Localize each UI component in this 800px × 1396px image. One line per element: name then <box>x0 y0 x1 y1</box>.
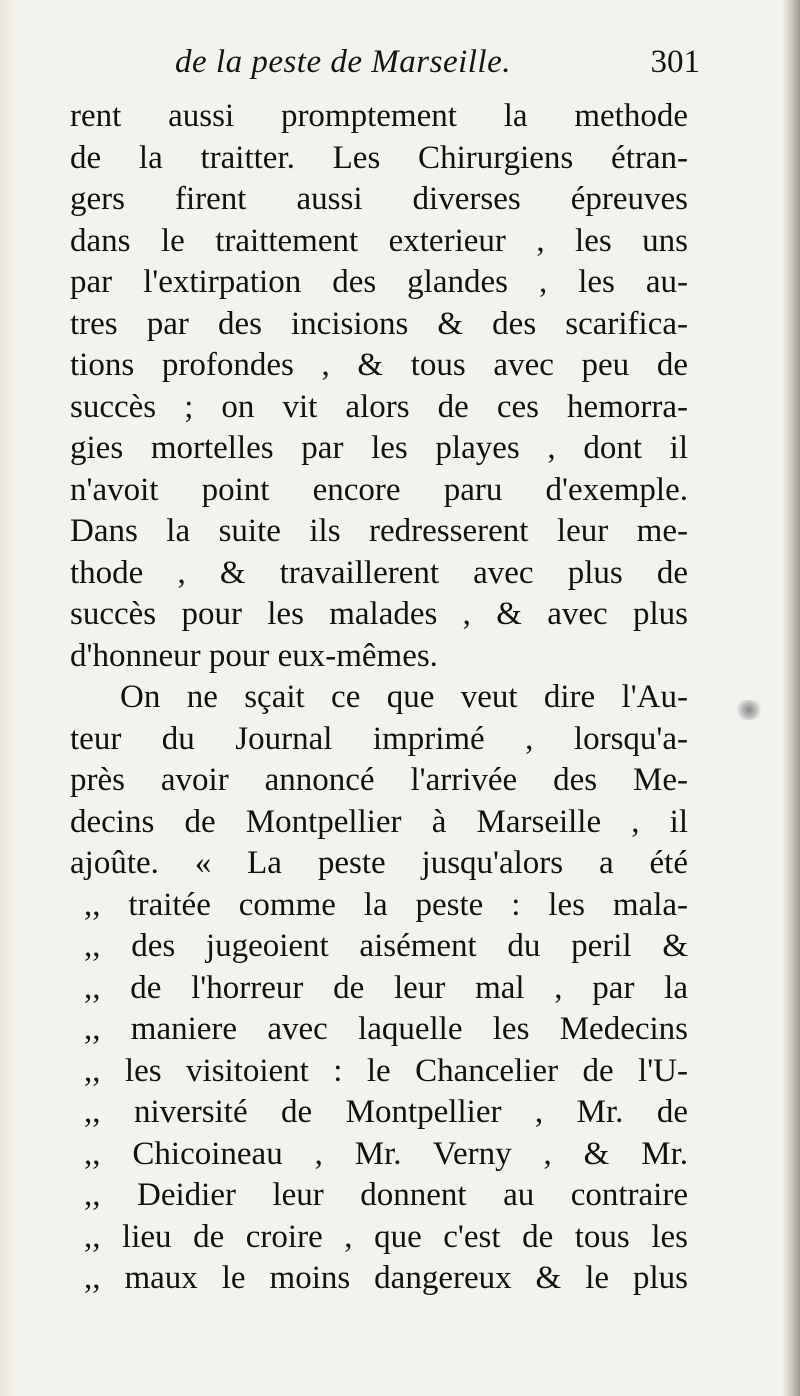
text-line: tions profondes , & tous avec peu de <box>70 347 688 383</box>
text-line: gers firent aussi diverses épreuves <box>70 181 688 217</box>
text-line: succès ; on vit alors de ces hemorra- <box>70 388 688 425</box>
text-line: ajoûte. « La peste jusqu'alors a été <box>70 845 688 881</box>
paragraph-end-line: d'honneur pour eux-mêmes. <box>70 637 438 674</box>
page-number: 301 <box>650 44 700 80</box>
text-line: gies mortelles par les playes , dont il <box>70 430 688 466</box>
quoted-line: ,, niversité de Montpellier , Mr. de <box>84 1094 688 1130</box>
text-line: thode , & travaillerent avec plus de <box>70 554 688 591</box>
quoted-line: ,, traitée comme la peste : les mala- <box>84 886 688 923</box>
body-text <box>70 96 688 1300</box>
text-line: dans le traittement exterieur , les uns <box>70 222 688 259</box>
quoted-line: ,, des jugeoient aisément du peril & <box>84 928 688 964</box>
text-line: succès pour les malades , & avec plus <box>70 596 688 632</box>
text-line: teur du Journal imprimé , lorsqu'a- <box>70 720 688 757</box>
page-header <box>175 44 700 92</box>
text-line: rent aussi promptement la methode <box>70 98 688 134</box>
quoted-line: ,, maniere avec laquelle les Medecins <box>84 1011 688 1047</box>
text-line: de la traitter. Les Chirurgiens étran- <box>70 139 688 176</box>
quoted-line: ,, Chicoineau , Mr. Verny , & Mr. <box>84 1135 688 1172</box>
text-line: par l'extirpation des glandes , les au- <box>70 264 688 300</box>
quoted-line: ,, maux le moins dangereux & le plus <box>84 1260 688 1296</box>
quoted-line: ,, les visitoient : le Chancelier de l'U- <box>84 1052 688 1089</box>
text-line: tres par des incisions & des scarifica- <box>70 305 688 342</box>
quoted-line: ,, de l'horreur de leur mal , par la <box>84 969 688 1006</box>
quoted-line: ,, lieu de croire , que c'est de tous les <box>84 1218 688 1255</box>
text-line: près avoir annoncé l'arrivée des Me- <box>70 762 688 798</box>
page-right-edge <box>782 0 800 1396</box>
page-left-edge <box>0 0 16 1396</box>
ink-smudge <box>735 700 763 720</box>
text-line: Dans la suite ils redresserent leur me- <box>70 513 688 549</box>
text-line: n'avoit point encore paru d'exemple. <box>70 471 688 508</box>
running-title: de la peste de Marseille. <box>175 44 511 80</box>
paragraph-start-line: On ne sçait ce que veut dire l'Au- <box>120 679 688 715</box>
text-line: decins de Montpellier à Marseille , il <box>70 803 688 840</box>
quoted-line: ,, Deidier leur donnent au contraire <box>84 1177 688 1213</box>
